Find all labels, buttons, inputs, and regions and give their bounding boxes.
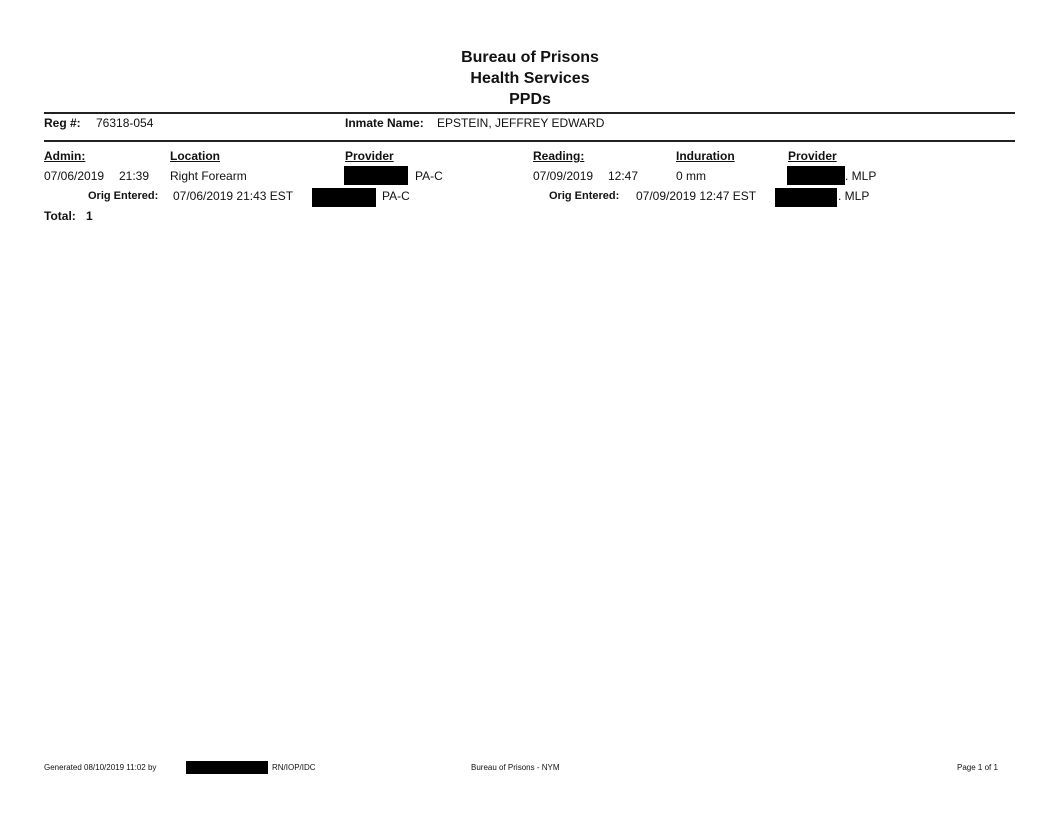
inmate-name-label: Inmate Name: bbox=[345, 116, 424, 130]
header-rule-top bbox=[44, 112, 1015, 114]
report-title-line2: Health Services bbox=[470, 70, 590, 87]
location-value: Right Forearm bbox=[170, 169, 247, 183]
report-title-line3: PPDs bbox=[509, 91, 551, 108]
col-reading-provider-header: Provider bbox=[788, 149, 837, 163]
col-admin-header: Admin: bbox=[44, 149, 86, 163]
col-induration-header: Induration bbox=[676, 149, 735, 163]
redacted-orig-provider-name bbox=[312, 188, 376, 207]
redacted-orig-reading-provider-name bbox=[775, 188, 837, 207]
orig-provider-credential: PA-C bbox=[382, 189, 410, 203]
footer-generated: Generated 08/10/2019 11:02 by bbox=[44, 763, 157, 772]
redacted-generated-by-name bbox=[186, 761, 268, 774]
total-label: Total: bbox=[44, 209, 76, 223]
total-value: 1 bbox=[86, 209, 93, 223]
provider-credential: PA-C bbox=[415, 169, 443, 183]
reg-value: 76318-054 bbox=[96, 116, 154, 130]
footer-center: Bureau of Prisons - NYM bbox=[471, 763, 560, 772]
reading-date: 07/09/2019 bbox=[533, 169, 594, 183]
orig-entered-admin: 07/06/2019 21:43 EST bbox=[173, 189, 294, 203]
redacted-reading-provider-name bbox=[787, 166, 845, 185]
reading-provider-credential: . MLP bbox=[845, 169, 877, 183]
inmate-name-value: EPSTEIN, JEFFREY EDWARD bbox=[437, 116, 605, 130]
footer-page-number: Page 1 of 1 bbox=[957, 763, 998, 772]
orig-entered-reading: 07/09/2019 12:47 EST bbox=[636, 189, 757, 203]
col-reading-header: Reading: bbox=[533, 149, 585, 163]
col-location-header: Location bbox=[170, 149, 220, 163]
report-title-line1: Bureau of Prisons bbox=[461, 49, 599, 66]
footer-generated-credential: RN/IOP/IDC bbox=[272, 763, 316, 772]
orig-entered-label: Orig Entered: bbox=[88, 190, 159, 202]
reading-time: 12:47 bbox=[608, 169, 639, 183]
admin-date: 07/06/2019 bbox=[44, 169, 105, 183]
admin-time: 21:39 bbox=[119, 169, 150, 183]
header-rule-bottom bbox=[44, 140, 1015, 142]
redacted-provider-name bbox=[344, 166, 408, 185]
orig-reading-provider-credential: . MLP bbox=[838, 189, 870, 203]
reg-label: Reg #: bbox=[44, 116, 81, 130]
col-provider-header: Provider bbox=[345, 149, 394, 163]
orig-entered-reading-label: Orig Entered: bbox=[549, 190, 620, 202]
induration-value: 0 mm bbox=[676, 169, 706, 183]
